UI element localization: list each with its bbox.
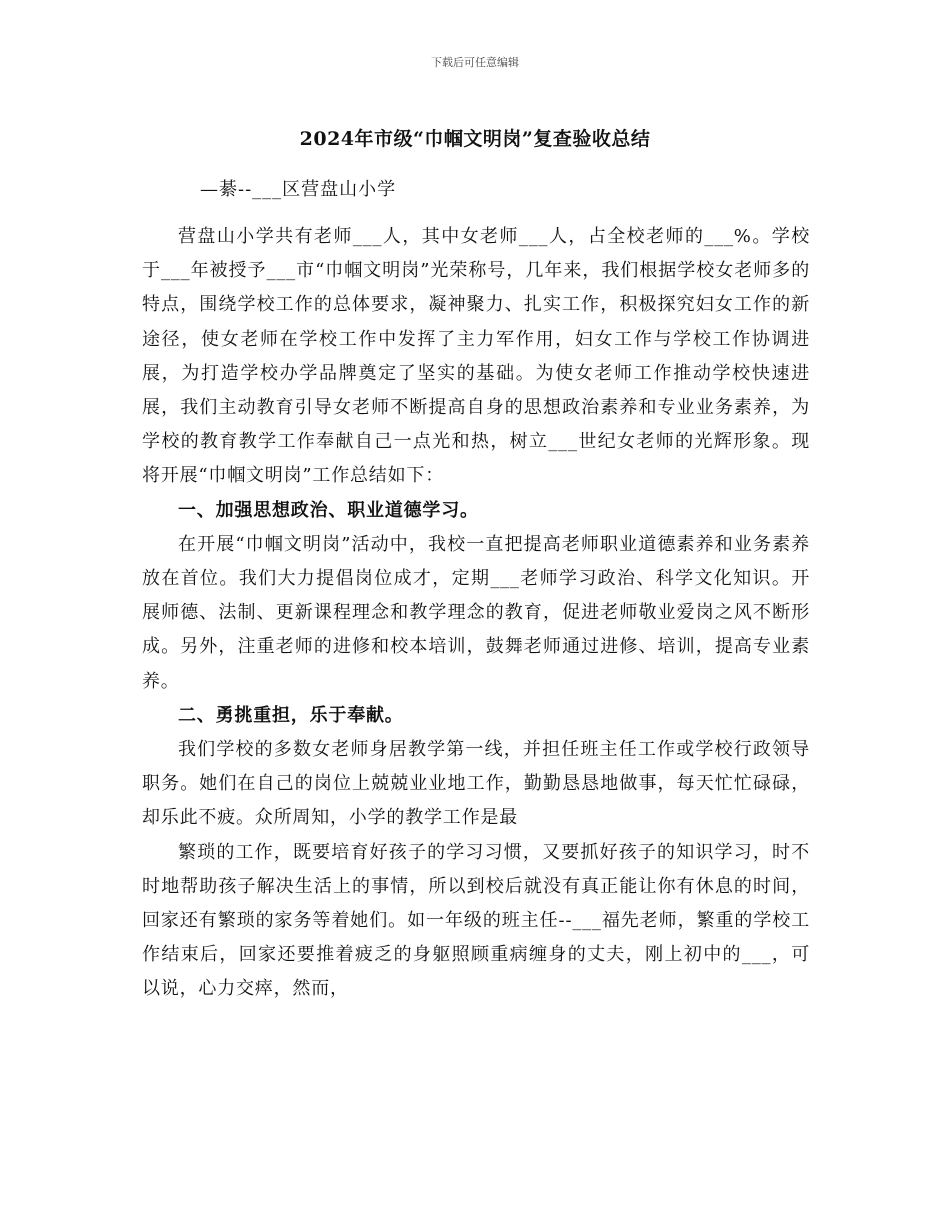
document-title: 2024年市级“巾帼文明岗”复查验收总结 — [299, 128, 651, 150]
section-heading-1: 一、加强思想政治、职业道德学习。 — [178, 499, 479, 521]
section-1-paragraph: 在开展“巾帼文明岗”活动中，我校一直把提高老师职业道德素养和业务素养放在首位。我们大力提倡岗位成才，定期___老师学习政治、科学文化知识。开展师德、法制、更新课程理念和教学理念的教育，促进老师敬业爱岗之风不断形成。另外，注重老师的进修和校本培训，鼓舞老师通过进修、培训，提高专业素养。 — [142, 533, 810, 692]
section-2-continuation-paragraph: 繁琐的工作，既要培育好孩子的学习习惯，又要抓好孩子的知识学习，时不时地帮助孩子解决生活上的事情，所以到校后就没有真正能让你有休息的时间，回家还有繁琐的家务等着她们。如一年级的班主任--___福先老师，繁重的学校工作结束后，回家还要推着疲乏的身躯照顾重病缠身的丈夫，刚上初中的___，可以说，心力交瘁，然而， — [142, 841, 810, 1000]
document-body — [142, 220, 810, 1007]
section-2-paragraph: 我们学校的多数女老师身居教学第一线，并担任班主任工作或学校行政领导职务。她们在自己的岗位上兢兢业业地工作，勤勤恳恳地做事，每天忙忙碌碌，却乐此不疲。众所周知，小学的教学工作是最 — [142, 739, 810, 829]
intro-paragraph: 营盘山小学共有老师___人，其中女老师___人，占全校老师的___%。学校于___年被授予___市“巾帼文明岗”光荣称号，几年来，我们根据学校女老师多的特点，围绕学校工作的总体要求，凝神聚力、扎实工作，积极探究妇女工作的新途径，使女老师在学校工作中发挥了主力军作用，妇女工作与学校工作协调进展，为打造学校办学品牌奠定了坚实的基础。为使女老师工作推动学校快速进展，我们主动教育引导女老师不断提高自身的思想政治素养和专业业务素养，为学校的教育教学工作奉献自己一点光和热，树立___世纪女老师的光辉形象。现将开展“巾帼文明岗”工作总结如下： — [142, 226, 810, 487]
section-heading-2: 二、勇挑重担，乐于奉献。 — [178, 704, 404, 726]
document-subtitle: —綦--___区营盘山小学 — [200, 179, 397, 200]
header-note: 下载后可任意编辑 — [431, 56, 519, 69]
